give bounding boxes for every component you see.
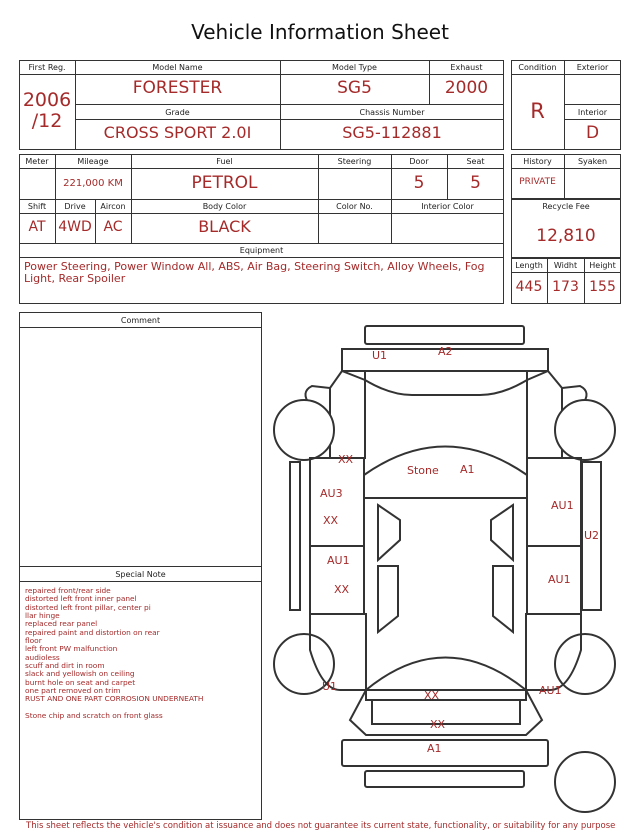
- damage-mark-xx-left-door: XX: [323, 514, 339, 527]
- exhaust-value: 2000: [444, 78, 489, 98]
- drive-label: Drive: [64, 202, 86, 211]
- note-line: distorted left front pillar, center pi: [25, 602, 151, 612]
- height-label: Height: [589, 261, 616, 270]
- chassis-number-label: Chassis Number: [359, 108, 425, 117]
- syaken-label: Syaken: [577, 157, 608, 166]
- damage-mark-xx-left-rear-door: XX: [334, 583, 350, 596]
- damage-mark-au1-right-rear: AU1: [539, 684, 562, 697]
- mileage-label: Mileage: [77, 157, 109, 166]
- damage-mark-u2: U2: [584, 529, 600, 542]
- note-line: slack and yellowish on ceiling: [25, 669, 135, 679]
- note-line: floor: [25, 636, 42, 646]
- fuel-label: Fuel: [216, 157, 233, 166]
- drive-value: 4WD: [58, 219, 92, 235]
- model-type-value: SG5: [337, 78, 372, 98]
- door-label: Door: [409, 157, 429, 166]
- model-name-value: FORESTER: [132, 78, 223, 98]
- recycle-fee-label: Recycle Fee: [542, 202, 590, 211]
- damage-mark-au1-right-rear-door: AU1: [548, 573, 571, 586]
- seat-value: 5: [470, 173, 481, 193]
- car-damage-diagram: [268, 318, 626, 823]
- seat-label: Seat: [466, 157, 485, 166]
- recycle-fee-value: 12,810: [536, 226, 596, 246]
- aircon-label: Aircon: [100, 202, 126, 211]
- equipment-label: Equipment: [239, 246, 284, 255]
- note-line: scuff and dirt in room: [25, 661, 105, 671]
- interior-color-label: Interior Color: [421, 202, 474, 211]
- fuel-value: PETROL: [191, 173, 258, 193]
- disclaimer-footer: This sheet reflects the vehicle's condition at issuance and does not guarantee its current state, functionality, or suitability for any purpose: [26, 821, 616, 831]
- special-notes-list: [25, 587, 255, 720]
- body-color-value: BLACK: [198, 217, 251, 236]
- damage-mark-au1-right-front-door: AU1: [551, 499, 574, 512]
- damage-mark-stone: Stone: [407, 464, 439, 477]
- note-line: one part removed on trim: [25, 686, 121, 696]
- history-value: PRIVATE: [519, 177, 556, 187]
- exterior-label: Exterior: [576, 63, 609, 72]
- width-value: 173: [552, 279, 579, 295]
- aircon-value: AC: [103, 219, 123, 235]
- chassis-number-value: SG5-112881: [342, 123, 442, 142]
- equipment-value: Power Steering, Power Window All, ABS, Air Bag, Steering Switch, Alloy Wheels, Fog Light, Rear Spoiler: [24, 260, 485, 285]
- damage-mark-a2-top: A2: [438, 345, 453, 358]
- grade-label: Grade: [165, 108, 190, 117]
- condition-value: R: [530, 99, 545, 123]
- note-line: audioless: [25, 652, 60, 662]
- length-label: Length: [515, 261, 543, 270]
- comment-label: Comment: [120, 316, 161, 325]
- note-line: burnt hole on seat and carpet: [25, 677, 136, 687]
- color-no-label: Color No.: [336, 202, 373, 211]
- note-line: replaced rear panel: [25, 619, 98, 629]
- grade-value: CROSS SPORT 2.0I: [103, 123, 252, 142]
- width-label: Widht: [553, 261, 578, 270]
- height-value: 155: [589, 279, 616, 295]
- body-color-label: Body Color: [202, 202, 247, 211]
- damage-mark-au1-left-rear-door: AU1: [327, 554, 350, 567]
- note-line: RUST AND ONE PART CORROSION UNDERNEATH: [25, 694, 204, 704]
- damage-mark-u1-top: U1: [372, 349, 388, 362]
- interior-label: Interior: [577, 108, 608, 117]
- meter-label: Meter: [25, 157, 49, 166]
- steering-label: Steering: [337, 157, 372, 166]
- damage-mark-a1-bumper: A1: [427, 742, 442, 755]
- shift-label: Shift: [27, 202, 47, 211]
- first-reg-month: /12: [31, 110, 63, 132]
- note-line: distorted left front inner panel: [25, 594, 137, 604]
- first-reg-label: First Reg.: [28, 63, 66, 72]
- note-line: left front PW malfunction: [25, 644, 118, 654]
- damage-mark-xx-rear-panel: XX: [430, 718, 446, 731]
- note-line: Stone chip and scratch on front glass: [25, 710, 163, 720]
- special-note-label: Special Note: [115, 570, 166, 579]
- damage-mark-a1-windshield: A1: [460, 463, 475, 476]
- condition-label: Condition: [518, 63, 557, 72]
- model-name-label: Model Name: [152, 63, 203, 72]
- exhaust-label: Exhaust: [450, 63, 483, 72]
- page-title: Vehicle Information Sheet: [191, 20, 449, 44]
- interior-value: D: [585, 123, 600, 143]
- damage-mark-xx-rear-glass: XX: [424, 689, 440, 702]
- damage-mark-au3: AU3: [320, 487, 343, 500]
- note-line: llar hinge: [25, 611, 60, 621]
- model-type-label: Model Type: [332, 63, 377, 72]
- length-value: 445: [515, 279, 543, 295]
- mileage-value: 221,000 KM: [63, 178, 123, 189]
- damage-mark-xx-left-front: XX: [338, 453, 354, 466]
- first-reg-year: 2006: [22, 89, 72, 111]
- door-value: 5: [413, 173, 425, 193]
- damage-mark-u1-left-rear: U1: [322, 680, 338, 693]
- shift-value: AT: [28, 219, 46, 235]
- note-line: repaired paint and distortion on rear: [25, 627, 160, 637]
- history-label: History: [523, 157, 552, 166]
- note-line: repaired front/rear side: [25, 586, 111, 595]
